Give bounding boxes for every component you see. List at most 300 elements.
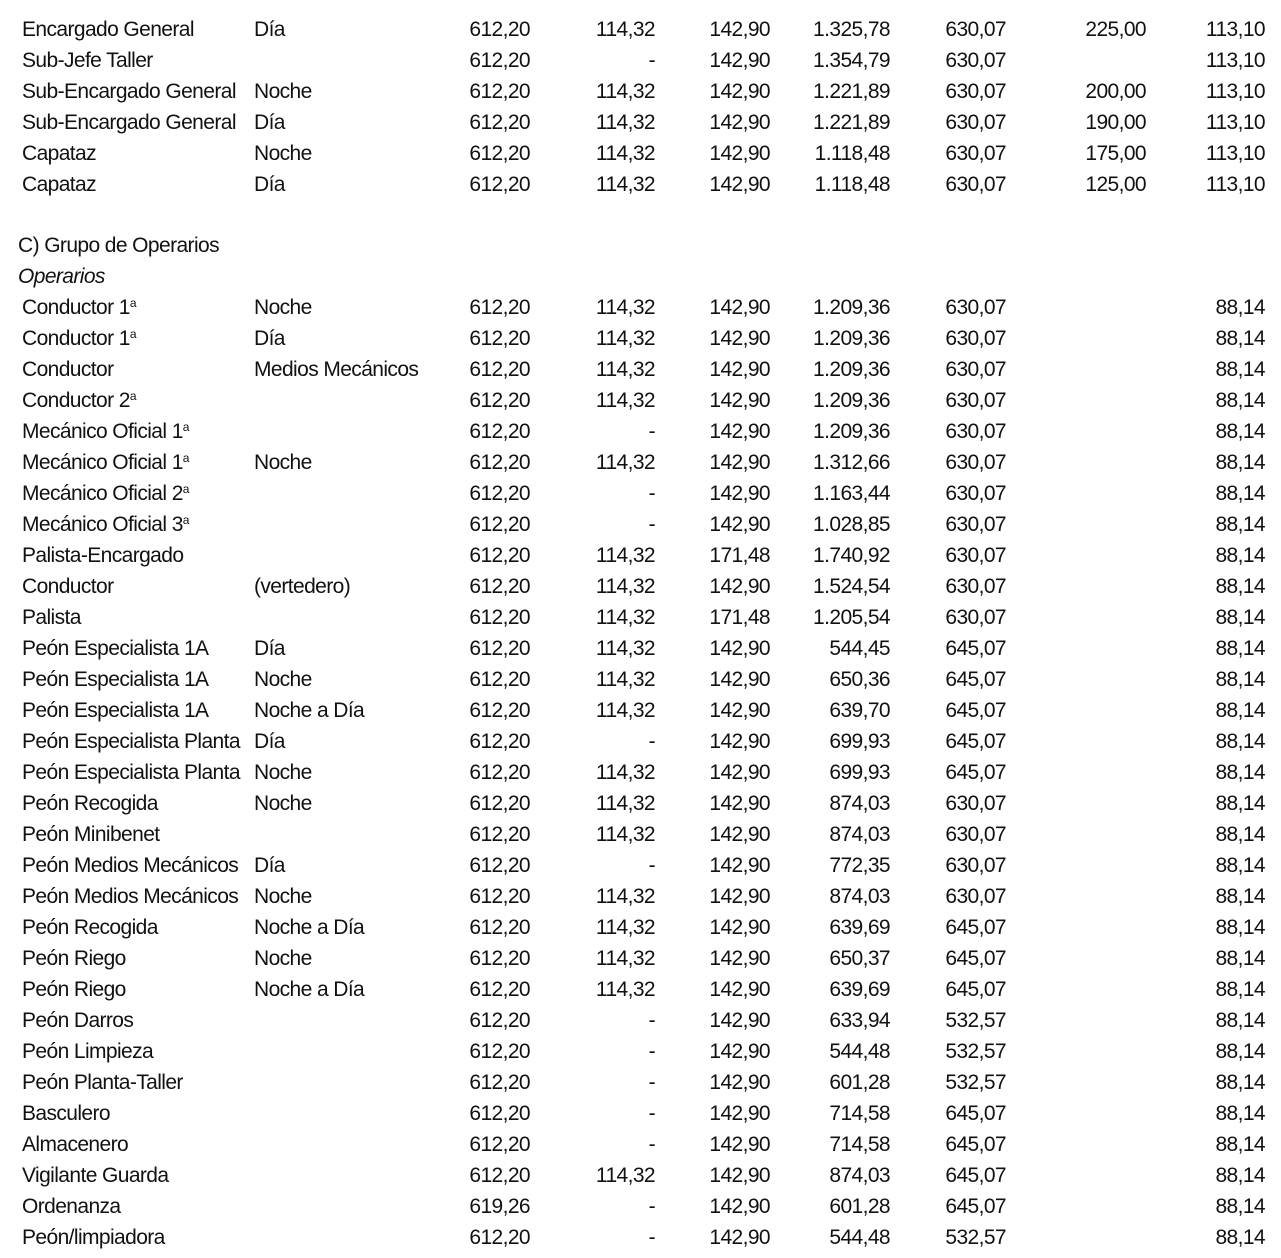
- value-cell-col-7: 88,14: [1215, 637, 1265, 660]
- value-cell-col-4: 1.354,79: [813, 49, 890, 72]
- category-cell: [22, 943, 126, 974]
- shift-cell: Noche a Día: [254, 699, 365, 722]
- category-cell: [22, 138, 96, 169]
- shift-cell: Día: [254, 18, 285, 41]
- category-label: Encargado General: [22, 18, 194, 41]
- value-cell-col-7: 113,10: [1205, 111, 1265, 134]
- value-cell-col-5: 630,07: [945, 544, 1006, 567]
- value-cell-col-1: 612,20: [469, 637, 530, 660]
- table-row: [0, 478, 1281, 509]
- value-cell-col-5: 532,57: [945, 1009, 1006, 1032]
- value-cell-col-5: 630,07: [945, 389, 1006, 412]
- value-cell-col-4: 1.163,44: [813, 482, 890, 505]
- value-cell-col-1: 612,20: [469, 80, 530, 103]
- value-cell-col-2: 114,32: [595, 885, 655, 908]
- category-superscript: a: [182, 420, 189, 434]
- value-cell-col-5: 630,07: [945, 296, 1006, 319]
- value-cell-col-7: 88,14: [1215, 792, 1265, 815]
- table-row: [0, 881, 1281, 912]
- category-label: Peón Darros: [22, 1009, 134, 1032]
- value-cell-col-5: 645,07: [945, 730, 1006, 753]
- category-label: Peón Riego: [22, 978, 126, 1001]
- value-cell-col-5: 645,07: [945, 947, 1006, 970]
- value-cell-col-4: 633,94: [829, 1009, 890, 1032]
- value-cell-col-3: 142,90: [709, 1102, 770, 1125]
- value-cell-col-4: 874,03: [829, 823, 890, 846]
- category-cell: [22, 695, 208, 726]
- value-cell-col-7: 88,14: [1215, 513, 1265, 536]
- value-cell-col-1: 612,20: [469, 1102, 530, 1125]
- category-cell: [22, 1222, 165, 1253]
- value-cell-col-3: 142,90: [709, 1040, 770, 1063]
- table-row: [0, 912, 1281, 943]
- value-cell-col-7: 113,10: [1205, 80, 1265, 103]
- value-cell-col-4: 650,37: [829, 947, 890, 970]
- value-cell-col-5: 630,07: [945, 142, 1006, 165]
- value-cell-col-7: 113,10: [1205, 18, 1265, 41]
- category-label: Mecánico Oficial 1: [22, 420, 183, 443]
- value-cell-col-5: 532,57: [945, 1071, 1006, 1094]
- value-cell-col-7: 88,14: [1215, 575, 1265, 598]
- category-label: Mecánico Oficial 3: [22, 513, 183, 536]
- category-superscript: a: [129, 327, 136, 341]
- category-label: Peón Planta-Taller: [22, 1071, 183, 1094]
- value-cell-col-4: 639,69: [829, 978, 890, 1001]
- category-cell: [22, 107, 236, 138]
- value-cell-col-5: 645,07: [945, 668, 1006, 691]
- value-cell-col-7: 88,14: [1215, 389, 1265, 412]
- value-cell-col-3: 142,90: [709, 668, 770, 691]
- value-cell-col-2: -: [648, 1195, 655, 1218]
- value-cell-col-4: 1.209,36: [813, 296, 890, 319]
- category-label: Peón Especialista Planta: [22, 761, 240, 784]
- value-cell-col-2: -: [648, 49, 655, 72]
- value-cell-col-5: 645,07: [945, 1164, 1006, 1187]
- value-cell-col-1: 612,20: [469, 1009, 530, 1032]
- table-row: [0, 169, 1281, 200]
- category-label: Conductor 1: [22, 296, 130, 319]
- table-row: [0, 695, 1281, 726]
- value-cell-col-5: 645,07: [945, 1133, 1006, 1156]
- category-cell: [22, 974, 126, 1005]
- value-cell-col-7: 113,10: [1205, 142, 1265, 165]
- value-cell-col-2: 114,32: [595, 637, 655, 660]
- value-cell-col-3: 142,90: [709, 296, 770, 319]
- category-cell: [22, 788, 158, 819]
- table-row: [0, 1129, 1281, 1160]
- value-cell-col-7: 88,14: [1215, 947, 1265, 970]
- value-cell-col-2: 114,32: [595, 327, 655, 350]
- category-cell: [22, 850, 238, 881]
- value-cell-col-1: 612,20: [469, 1040, 530, 1063]
- value-cell-col-3: 142,90: [709, 823, 770, 846]
- category-cell: [22, 881, 238, 912]
- table-row: [0, 1067, 1281, 1098]
- value-cell-col-7: 88,14: [1215, 761, 1265, 784]
- value-cell-col-1: 612,20: [469, 823, 530, 846]
- value-cell-col-2: 114,32: [595, 142, 655, 165]
- value-cell-col-4: 874,03: [829, 792, 890, 815]
- value-cell-col-7: 113,10: [1205, 173, 1265, 196]
- value-cell-col-1: 612,20: [469, 854, 530, 877]
- value-cell-col-4: 1.118,48: [814, 142, 890, 165]
- shift-cell: (vertedero): [254, 575, 351, 598]
- shift-cell: Noche: [254, 451, 312, 474]
- table-row: [0, 76, 1281, 107]
- value-cell-col-4: 1.524,54: [813, 575, 890, 598]
- value-cell-col-5: 630,07: [945, 451, 1006, 474]
- value-cell-col-4: 1.325,78: [813, 18, 890, 41]
- value-cell-col-2: -: [648, 1102, 655, 1125]
- value-cell-col-2: 114,32: [595, 296, 655, 319]
- value-cell-col-1: 612,20: [469, 389, 530, 412]
- value-cell-col-1: 612,20: [469, 668, 530, 691]
- table-row: [0, 447, 1281, 478]
- value-cell-col-5: 630,07: [945, 173, 1006, 196]
- value-cell-col-2: 114,32: [595, 80, 655, 103]
- value-cell-col-4: 1.209,36: [813, 327, 890, 350]
- category-cell: [22, 1160, 168, 1191]
- category-label: Peón/limpiadora: [22, 1226, 165, 1249]
- value-cell-col-4: 1.312,66: [813, 451, 890, 474]
- value-cell-col-5: 630,07: [945, 49, 1006, 72]
- category-cell: [22, 76, 236, 107]
- value-cell-col-3: 142,90: [709, 111, 770, 134]
- value-cell-col-4: 650,36: [829, 668, 890, 691]
- value-cell-col-7: 88,14: [1215, 854, 1265, 877]
- value-cell-col-7: 88,14: [1215, 420, 1265, 443]
- value-cell-col-2: -: [648, 1133, 655, 1156]
- value-cell-col-2: -: [648, 1009, 655, 1032]
- value-cell-col-2: -: [648, 513, 655, 536]
- category-superscript: a: [182, 451, 189, 465]
- category-label: Peón Recogida: [22, 792, 158, 815]
- table-row: [0, 1222, 1281, 1253]
- table-row: [0, 633, 1281, 664]
- category-cell: [22, 1005, 133, 1036]
- value-cell-col-7: 88,14: [1215, 1071, 1265, 1094]
- value-cell-col-3: 142,90: [709, 1133, 770, 1156]
- category-cell: [22, 1129, 128, 1160]
- value-cell-col-1: 612,20: [469, 111, 530, 134]
- value-cell-col-3: 142,90: [709, 18, 770, 41]
- value-cell-col-7: 88,14: [1215, 885, 1265, 908]
- value-cell-col-4: 714,58: [829, 1102, 890, 1125]
- value-cell-col-4: 544,48: [829, 1226, 890, 1249]
- table-row: [0, 14, 1281, 45]
- value-cell-col-2: 114,32: [595, 668, 655, 691]
- value-cell-col-3: 142,90: [709, 513, 770, 536]
- shift-cell: Día: [254, 730, 285, 753]
- table-row: [0, 416, 1281, 447]
- table-row: [0, 540, 1281, 571]
- value-cell-col-1: 612,20: [469, 1071, 530, 1094]
- value-cell-col-2: 114,32: [595, 792, 655, 815]
- value-cell-col-2: -: [648, 1071, 655, 1094]
- value-cell-col-3: 142,90: [709, 80, 770, 103]
- category-cell: [22, 354, 114, 385]
- category-label: Conductor 1: [22, 327, 130, 350]
- shift-cell: Noche a Día: [254, 978, 365, 1001]
- table-row: [0, 757, 1281, 788]
- value-cell-col-3: 142,90: [709, 1164, 770, 1187]
- value-cell-col-7: 88,14: [1215, 1195, 1265, 1218]
- value-cell-col-7: 88,14: [1215, 327, 1265, 350]
- category-label: Mecánico Oficial 1: [22, 451, 183, 474]
- table-row: [0, 292, 1281, 323]
- value-cell-col-7: 88,14: [1215, 978, 1265, 1001]
- value-cell-col-2: 114,32: [595, 544, 655, 567]
- value-cell-col-4: 1.221,89: [813, 80, 890, 103]
- value-cell-col-7: 88,14: [1215, 1040, 1265, 1063]
- category-cell: [22, 819, 160, 850]
- value-cell-col-3: 142,90: [709, 916, 770, 939]
- category-cell: [22, 14, 194, 45]
- value-cell-col-1: 612,20: [469, 296, 530, 319]
- table-row: [0, 1191, 1281, 1222]
- value-cell-col-3: 171,48: [709, 544, 770, 567]
- shift-cell: Noche: [254, 142, 312, 165]
- category-cell: [22, 571, 114, 602]
- value-cell-col-1: 612,20: [469, 885, 530, 908]
- value-cell-col-7: 88,14: [1215, 482, 1265, 505]
- category-cell: [22, 169, 96, 200]
- value-cell-col-1: 612,20: [469, 327, 530, 350]
- value-cell-col-1: 612,20: [469, 1226, 530, 1249]
- table-row: [0, 788, 1281, 819]
- table-row: [0, 1036, 1281, 1067]
- value-cell-col-1: 612,20: [469, 513, 530, 536]
- table-row: [0, 1160, 1281, 1191]
- value-cell-col-2: 114,32: [595, 606, 655, 629]
- value-cell-col-4: 544,48: [829, 1040, 890, 1063]
- category-label: Peón Especialista Planta: [22, 730, 240, 753]
- value-cell-col-4: 1.205,54: [813, 606, 890, 629]
- value-cell-col-3: 142,90: [709, 730, 770, 753]
- category-label: Conductor: [22, 358, 114, 381]
- value-cell-col-7: 88,14: [1215, 544, 1265, 567]
- shift-cell: Noche: [254, 668, 312, 691]
- value-cell-col-4: 1.740,92: [813, 544, 890, 567]
- value-cell-col-2: 114,32: [595, 111, 655, 134]
- category-cell: [22, 602, 81, 633]
- value-cell-col-3: 142,90: [709, 885, 770, 908]
- value-cell-col-2: -: [648, 854, 655, 877]
- value-cell-col-5: 645,07: [945, 637, 1006, 660]
- value-cell-col-2: 114,32: [595, 575, 655, 598]
- value-cell-col-7: 88,14: [1215, 1102, 1265, 1125]
- value-cell-col-4: 1.221,89: [813, 111, 890, 134]
- category-label: Vigilante Guarda: [22, 1164, 169, 1187]
- table-row: [0, 726, 1281, 757]
- value-cell-col-2: 114,32: [595, 699, 655, 722]
- shift-cell: Noche: [254, 885, 312, 908]
- category-label: Peón Recogida: [22, 916, 158, 939]
- category-cell: [22, 416, 189, 447]
- category-label: Sub-Encargado General: [22, 111, 236, 134]
- value-cell-col-2: 114,32: [595, 978, 655, 1001]
- value-cell-col-5: 630,07: [945, 80, 1006, 103]
- value-cell-col-4: 1.028,85: [813, 513, 890, 536]
- value-cell-col-2: 114,32: [595, 1164, 655, 1187]
- category-cell: [22, 447, 189, 478]
- value-cell-col-7: 88,14: [1215, 1133, 1265, 1156]
- category-cell: [22, 540, 183, 571]
- value-cell-col-4: 601,28: [829, 1071, 890, 1094]
- value-cell-col-3: 142,90: [709, 1195, 770, 1218]
- category-label: Sub-Encargado General: [22, 80, 236, 103]
- category-label: Peón Riego: [22, 947, 126, 970]
- value-cell-col-4: 699,93: [829, 761, 890, 784]
- category-cell: [22, 509, 189, 540]
- value-cell-col-3: 142,90: [709, 637, 770, 660]
- category-cell: [22, 726, 240, 757]
- value-cell-col-1: 612,20: [469, 1133, 530, 1156]
- value-cell-col-3: 142,90: [709, 49, 770, 72]
- category-cell: [22, 1098, 110, 1129]
- category-cell: [22, 912, 158, 943]
- value-cell-col-1: 612,20: [469, 49, 530, 72]
- value-cell-col-5: 630,07: [945, 358, 1006, 381]
- value-cell-col-1: 619,26: [469, 1195, 530, 1218]
- value-cell-col-3: 142,90: [709, 358, 770, 381]
- category-label: Mecánico Oficial 2: [22, 482, 183, 505]
- table-row: [0, 509, 1281, 540]
- shift-cell: Día: [254, 854, 285, 877]
- value-cell-col-3: 142,90: [709, 1009, 770, 1032]
- category-label: Ordenanza: [22, 1195, 121, 1218]
- category-cell: [22, 478, 189, 509]
- value-cell-col-3: 142,90: [709, 854, 770, 877]
- category-label: Palista: [22, 606, 81, 629]
- value-cell-col-1: 612,20: [469, 575, 530, 598]
- value-cell-col-5: 532,57: [945, 1226, 1006, 1249]
- table-row: [0, 664, 1281, 695]
- value-cell-col-4: 601,28: [829, 1195, 890, 1218]
- value-cell-col-1: 612,20: [469, 947, 530, 970]
- shift-cell: Día: [254, 637, 285, 660]
- value-cell-col-5: 645,07: [945, 699, 1006, 722]
- shift-cell: Noche: [254, 296, 312, 319]
- value-cell-col-3: 142,90: [709, 699, 770, 722]
- value-cell-col-7: 88,14: [1215, 606, 1265, 629]
- value-cell-col-3: 142,90: [709, 978, 770, 1001]
- shift-cell: Medios Mecánicos: [254, 358, 419, 381]
- value-cell-col-3: 142,90: [709, 451, 770, 474]
- value-cell-col-2: 114,32: [595, 823, 655, 846]
- value-cell-col-1: 612,20: [469, 978, 530, 1001]
- value-cell-col-3: 142,90: [709, 389, 770, 412]
- value-cell-col-3: 171,48: [709, 606, 770, 629]
- value-cell-col-5: 630,07: [945, 513, 1006, 536]
- value-cell-col-5: 645,07: [945, 1102, 1006, 1125]
- table-row: [0, 571, 1281, 602]
- value-cell-col-3: 142,90: [709, 1226, 770, 1249]
- table-row: [0, 943, 1281, 974]
- value-cell-col-7: 88,14: [1215, 358, 1265, 381]
- value-cell-col-4: 874,03: [829, 1164, 890, 1187]
- value-cell-col-6: 200,00: [1085, 80, 1146, 103]
- category-label: Peón Especialista 1A: [22, 637, 209, 660]
- value-cell-col-4: 544,45: [829, 637, 890, 660]
- value-cell-col-4: 1.209,36: [813, 420, 890, 443]
- value-cell-col-4: 874,03: [829, 885, 890, 908]
- category-cell: [22, 323, 136, 354]
- category-superscript: a: [182, 513, 189, 527]
- category-superscript: a: [129, 389, 136, 403]
- value-cell-col-4: 639,69: [829, 916, 890, 939]
- value-cell-col-5: 630,07: [945, 792, 1006, 815]
- value-cell-col-7: 88,14: [1215, 1226, 1265, 1249]
- value-cell-col-3: 142,90: [709, 482, 770, 505]
- value-cell-col-3: 142,90: [709, 1071, 770, 1094]
- value-cell-col-3: 142,90: [709, 173, 770, 196]
- value-cell-col-2: -: [648, 420, 655, 443]
- table-row: [0, 107, 1281, 138]
- value-cell-col-2: -: [648, 730, 655, 753]
- category-label: Peón Medios Mecánicos: [22, 854, 239, 877]
- value-cell-col-5: 630,07: [945, 420, 1006, 443]
- value-cell-col-1: 612,20: [469, 761, 530, 784]
- value-cell-col-5: 630,07: [945, 606, 1006, 629]
- category-label: Capataz: [22, 173, 97, 196]
- value-cell-col-1: 612,20: [469, 916, 530, 939]
- value-cell-col-2: 114,32: [595, 18, 655, 41]
- table-row: [0, 1005, 1281, 1036]
- category-label: Capataz: [22, 142, 97, 165]
- value-cell-col-2: -: [648, 1226, 655, 1249]
- value-cell-col-4: 1.118,48: [814, 173, 890, 196]
- value-cell-col-4: 714,58: [829, 1133, 890, 1156]
- category-label: Basculero: [22, 1102, 110, 1125]
- value-cell-col-6: 175,00: [1085, 142, 1146, 165]
- value-cell-col-3: 142,90: [709, 327, 770, 350]
- value-cell-col-7: 88,14: [1215, 451, 1265, 474]
- value-cell-col-1: 612,20: [469, 792, 530, 815]
- value-cell-col-5: 645,07: [945, 978, 1006, 1001]
- table-row: [0, 1098, 1281, 1129]
- value-cell-col-2: 114,32: [595, 358, 655, 381]
- table-row: [0, 819, 1281, 850]
- value-cell-col-7: 88,14: [1215, 730, 1265, 753]
- value-cell-col-5: 630,07: [945, 854, 1006, 877]
- category-cell: [22, 1191, 121, 1222]
- category-label: Conductor 2: [22, 389, 130, 412]
- value-cell-col-1: 612,20: [469, 482, 530, 505]
- value-cell-col-3: 142,90: [709, 420, 770, 443]
- value-cell-col-4: 1.209,36: [813, 358, 890, 381]
- category-cell: [22, 45, 153, 76]
- shift-cell: Noche a Día: [254, 916, 365, 939]
- value-cell-col-3: 142,90: [709, 761, 770, 784]
- category-label: Sub-Jefe Taller: [22, 49, 153, 72]
- value-cell-col-2: -: [648, 1040, 655, 1063]
- value-cell-col-2: 114,32: [595, 761, 655, 784]
- value-cell-col-7: 88,14: [1215, 668, 1265, 691]
- value-cell-col-2: 114,32: [595, 916, 655, 939]
- category-label: Almacenero: [22, 1133, 129, 1156]
- value-cell-col-4: 699,93: [829, 730, 890, 753]
- value-cell-col-3: 142,90: [709, 575, 770, 598]
- value-cell-col-7: 88,14: [1215, 296, 1265, 319]
- value-cell-col-5: 532,57: [945, 1040, 1006, 1063]
- shift-cell: Día: [254, 111, 285, 134]
- table-row: [0, 354, 1281, 385]
- value-cell-col-1: 612,20: [469, 18, 530, 41]
- table-row: [0, 385, 1281, 416]
- value-cell-col-2: -: [648, 482, 655, 505]
- table-row: [0, 602, 1281, 633]
